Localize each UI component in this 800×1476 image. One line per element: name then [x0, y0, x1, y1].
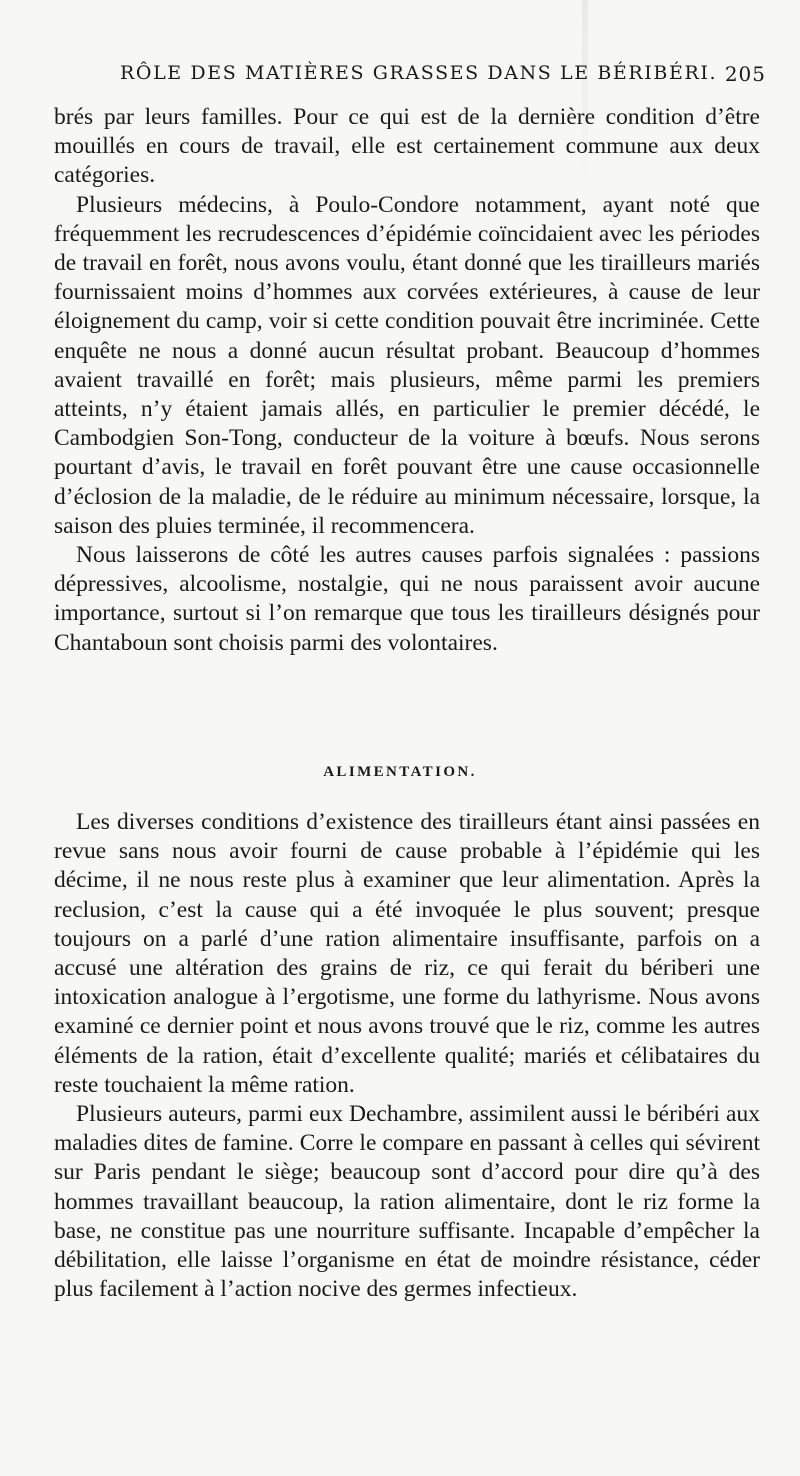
paragraph: Plusieurs médecins, à Poulo-Condore notamment, ayant noté que fréquemment les recrudescences d’épidémie coïncidaient avec les périodes de travail en forêt, nous avons voulu, étant donné que les tirailleurs mariés fournissaient moins d’hommes aux corvées extérieures, à cause de leur éloignement du camp, voir si cette condition pouvait être incriminée. Cette enquête ne nous a donné aucun résultat probant. Beaucoup d’hommes avaient travaillé en forêt; mais plusieurs, même parmi les premiers atteints, n’y étaient jamais allés, en particulier le premier décédé, le Cambodgien Son-Tong, conducteur de la voiture à bœufs. Nous serons pourtant d’avis, le travail en forêt pouvant être une cause occasionnelle d’éclosion de la maladie, de le réduire au minimum nécessaire, lorsque, la saison des pluies terminée, il recommencera. [54, 191, 760, 539]
text-block-1 [54, 103, 760, 658]
page-number: 205 [724, 62, 766, 86]
paragraph: Les diverses conditions d’existence des tirailleurs étant ainsi passées en revue sans nous avoir fourni de cause probable à l’épidémie qui les décime, il ne nous reste plus à examiner que leur alimentation. Après la reclusion, c’est la cause qui a été invoquée le plus souvent; presque toujours on a parlé d’une ration alimentaire insuffisante, parfois on a accusé une altération des grains de riz, ce qui ferait du bériberi une intoxication analogue à l’ergotisme, une forme du lathyrisme. Nous avons examiné ce dernier point et nous avons trouvé que le riz, comme les autres éléments de la ration, était d’excellente qualité; mariés et célibataires du reste touchaient la même ration. [54, 809, 760, 1098]
text-block-2 [54, 808, 760, 1304]
section-heading: ALIMENTATION. [323, 764, 477, 780]
paragraph: brés par leurs familles. Pour ce qui est de la dernière condition d’être mouillés en cours de travail, elle est certainement commune aux deux catégories. [54, 104, 760, 189]
page-header [70, 62, 766, 96]
running-title: RÔLE DES MATIÈRES GRASSES DANS LE BÉRIBÉRI. [120, 62, 718, 84]
paragraph: Plusieurs auteurs, parmi eux Dechambre, assimilent aussi le béribéri aux maladies dites de famine. Corre le compare en passant à celles qui sévirent sur Paris pendant le siège; beaucoup sont d’accord pour dire qu’à des hommes travaillant beaucoup, la ration alimentaire, dont le riz forme la base, ne constitue pas une nourriture suffisante. Incapable d’empêcher la débilitation, elle laisse l’organisme en état de moindre résistance, céder plus facilement à l’action nocive des germes infectieux. [54, 1101, 760, 1303]
paragraph: Nous laisserons de côté les autres causes parfois signalées : passions dépressives, alcoolisme, nostalgie, qui ne nous paraissent avoir aucune importance, surtout si l’on remarque que tous les tirailleurs désignés pour Chantaboun sont choisis parmi des volontaires. [54, 542, 760, 656]
